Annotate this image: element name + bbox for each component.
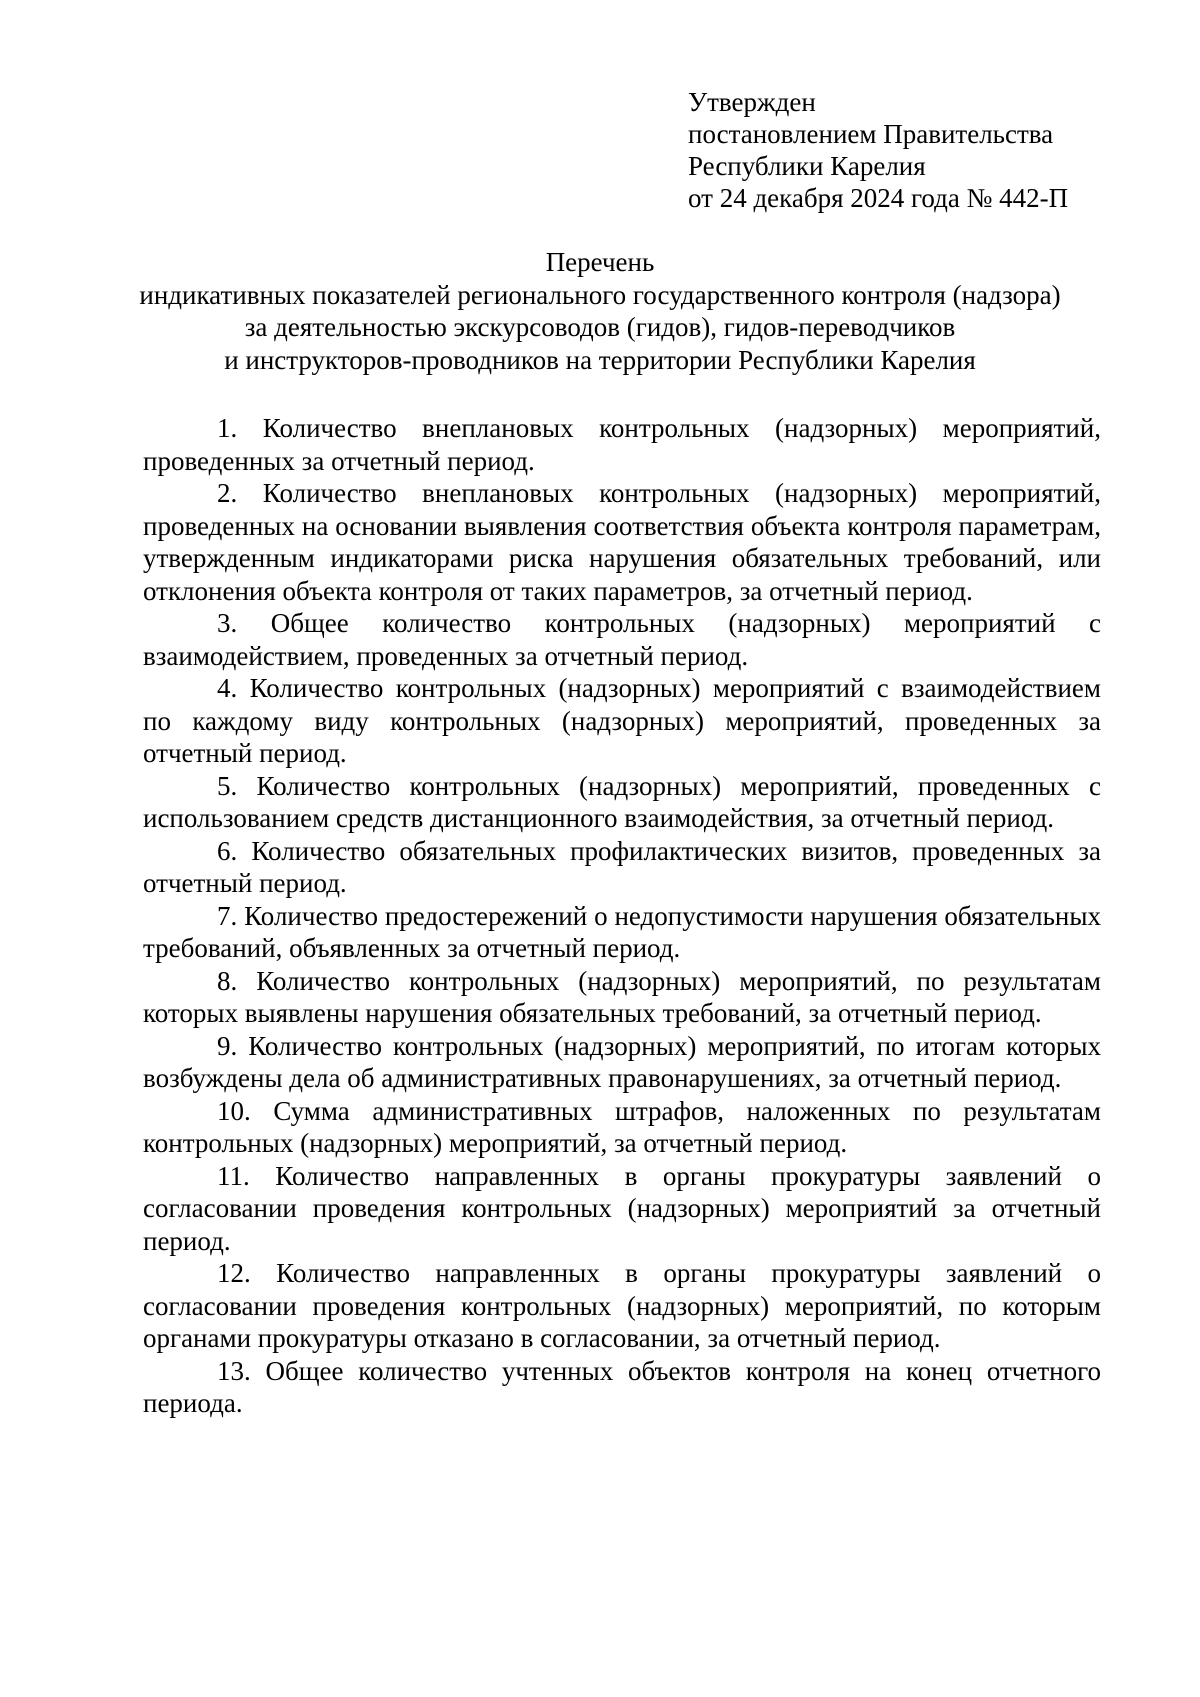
- indicator-item-2: 2. Количество внеплановых контрольных (надзорных) мероприятий, проведенных на основании выявления соответствия объекта контроля параметрам, утвержденным индикаторами риска нарушения обязательных требований, или отклонения объекта контроля от таких параметров, за отчетный период.: [143, 478, 1101, 606]
- indicator-item-7: 7. Количество предостережений о недопустимости нарушения обязательных требований, объявленных за отчетный период.: [143, 900, 1101, 963]
- indicator-item-3: 3. Общее количество контрольных (надзорных) мероприятий с взаимодействием, проведенных за отчетный период.: [143, 608, 1101, 671]
- indicator-item-5: 5. Количество контрольных (надзорных) мероприятий, проведенных с использованием средств дистанционного взаимодействия, за отчетный период.: [143, 770, 1101, 833]
- indicator-item-13: 13. Общее количество учтенных объектов контроля на конец отчетного периода.: [143, 1355, 1101, 1418]
- indicator-item-8: 8. Количество контрольных (надзорных) мероприятий, по результатам которых выявлены нарушения обязательных требований, за отчетный период.: [143, 965, 1101, 1028]
- indicator-item-12: 12. Количество направленных в органы прокуратуры заявлений о согласовании проведения контрольных (надзорных) мероприятий, по которым органами прокуратуры отказано в согласовании, за отчетный период.: [143, 1258, 1101, 1353]
- approval-line-approved: Утвержден: [688, 87, 816, 117]
- indicator-item-4: 4. Количество контрольных (надзорных) мероприятий с взаимодействием по каждому виду контрольных (надзорных) мероприятий, проведенных за отчетный период.: [143, 673, 1101, 768]
- indicator-item-6: 6. Количество обязательных профилактических визитов, проведенных за отчетный период.: [143, 835, 1101, 898]
- approval-stamp-block: [688, 86, 1148, 214]
- indicator-item-11: 11. Количество направленных в органы прокуратуры заявлений о согласовании проведения контрольных (надзорных) мероприятий за отчетный период.: [143, 1160, 1101, 1256]
- document-title-block: [100, 246, 1100, 376]
- approval-line-date-number: от 24 декабря 2024 года № 442-П: [688, 183, 1069, 213]
- indicator-item-10: 10. Сумма административных штрафов, наложенных по результатам контрольных (надзорных) мероприятий, за отчетный период.: [143, 1095, 1101, 1158]
- approval-line-republic: Республики Карелия: [688, 151, 926, 181]
- indicator-list: [143, 412, 1101, 1420]
- document-title-line-1: индикативных показателей регионального государственного контроля (надзора): [139, 279, 1061, 310]
- document-heading: Перечень: [545, 247, 655, 277]
- indicator-item-1: 1. Количество внеплановых контрольных (надзорных) мероприятий, проведенных за отчетный период.: [143, 413, 1101, 476]
- document-title-line-2: за деятельностью экскурсоводов (гидов), гидов-переводчиков: [244, 312, 956, 342]
- indicator-item-9: 9. Количество контрольных (надзорных) мероприятий, по итогам которых возбуждены дела об административных правонарушениях, за отчетный период.: [143, 1030, 1101, 1093]
- document-title-line-3: и инструкторов-проводников на территории Республики Карелия: [224, 344, 976, 375]
- approval-line-resolution: постановлением Правительства: [688, 119, 1054, 149]
